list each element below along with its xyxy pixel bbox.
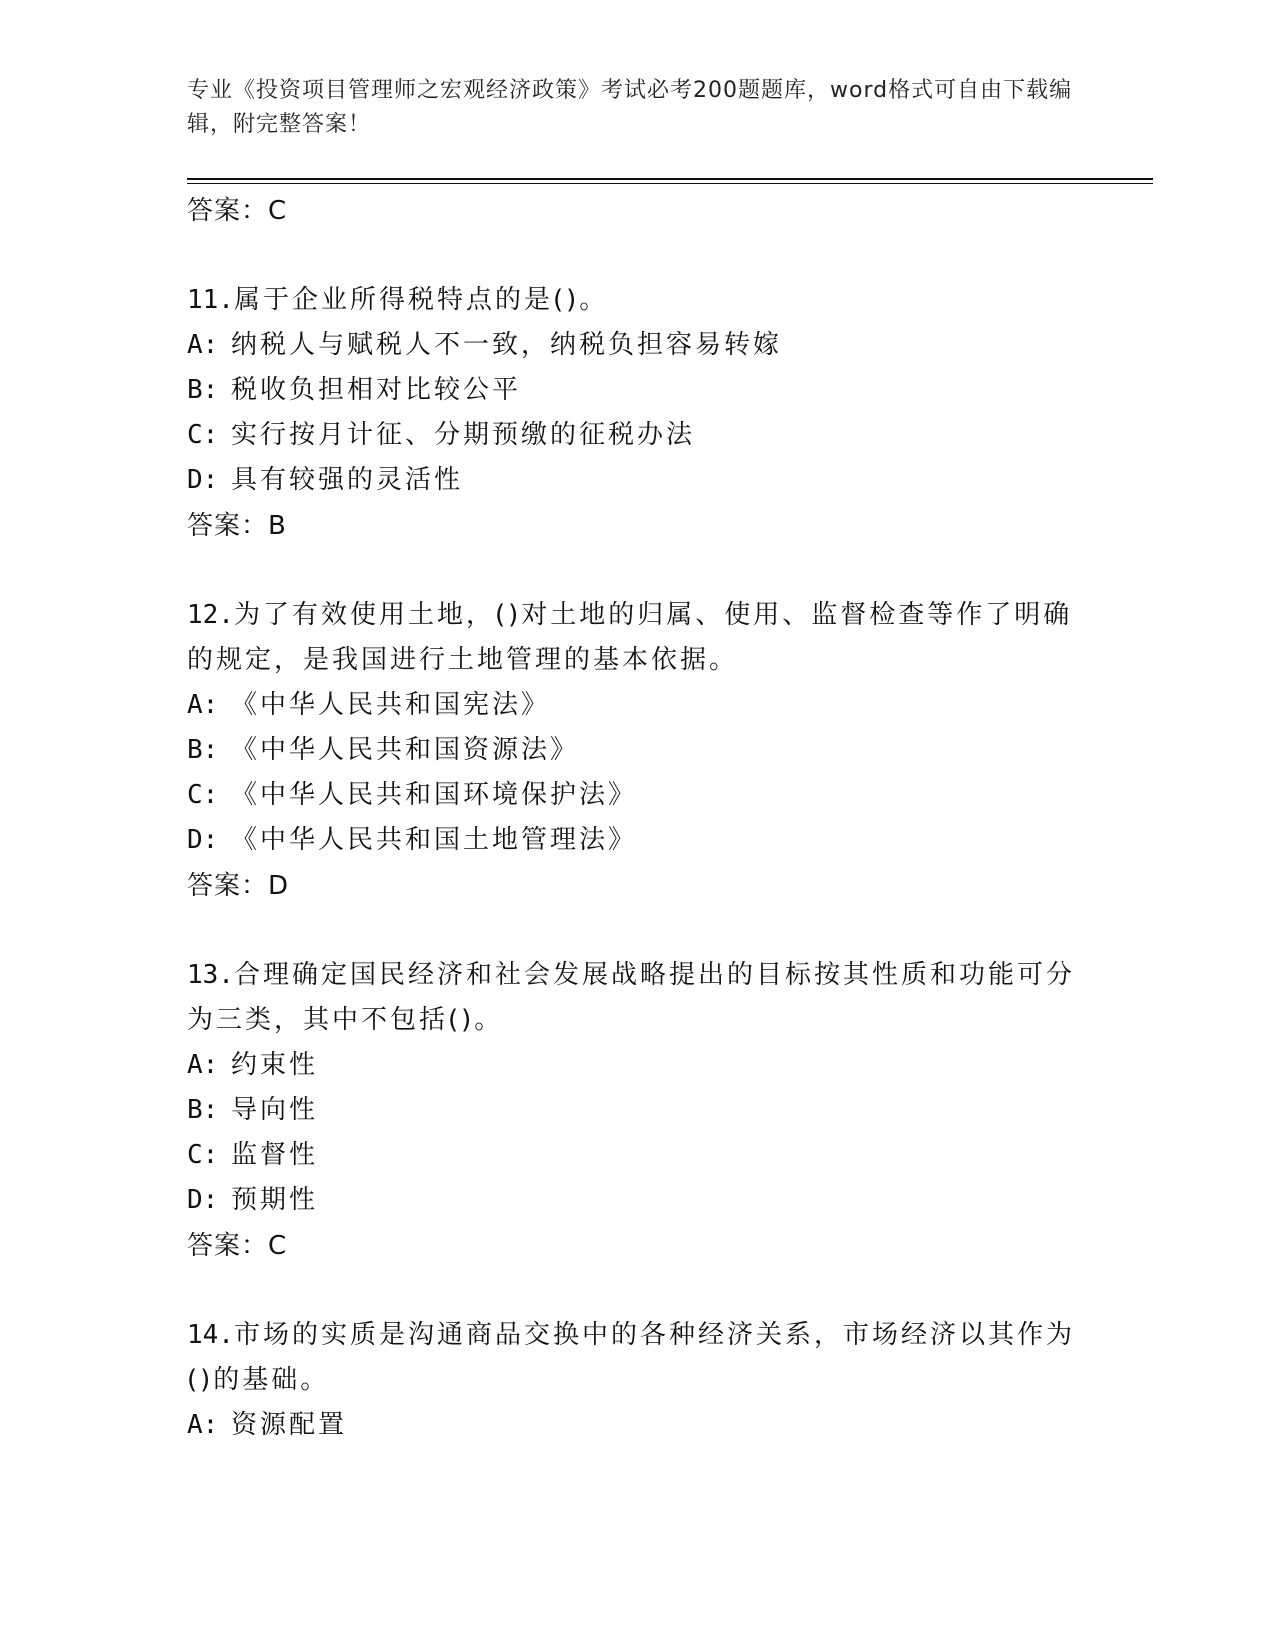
document-header: 专业《投资项目管理师之宏观经济政策》考试必考200题题库，word格式可自由下载编辑，附完整答案！ [187,78,1073,137]
option-text: 《中华人民共和国环境保护法》 [231,780,638,810]
question-stem: 属于企业所得税特点的是()。 [233,285,609,315]
option-text: 纳税人与赋税人不一致，纳税负担容易转嫁 [231,330,783,360]
option-c [187,773,1087,818]
option-b [187,368,1087,413]
option-letter: C: [187,780,219,810]
question-block [187,593,1087,909]
question-stem: 合理确定国民经济和社会发展战略提出的目标按其性质和功能可分为三类，其中不包括()。 [187,960,1075,1035]
option-d [187,458,1087,503]
option-letter: D: [187,465,219,495]
option-letter: A: [187,1050,219,1080]
option-b [187,1088,1087,1133]
question-text [187,593,1087,683]
question-text [187,1313,1087,1403]
question-block [187,1313,1087,1448]
question-number: 12. [187,600,234,630]
option-letter: B: [187,1095,219,1125]
option-letter: C: [187,1140,219,1170]
question-text [187,278,1087,323]
option-text: 资源配置 [231,1410,348,1440]
document-body [187,188,1087,1448]
answer-line: 答案：C [187,196,288,226]
question-stem: 为了有效使用土地，()对土地的归属、使用、监督检查等作了明确的规定，是我国进行土地管理的基本依据。 [187,600,1073,675]
option-a [187,323,1087,368]
option-text: 实行按月计征、分期预缴的征税办法 [231,420,696,450]
option-text: 《中华人民共和国资源法》 [231,735,580,765]
option-text: 预期性 [231,1185,319,1215]
question-stem: 市场的实质是沟通商品交换中的各种经济关系，市场经济以其作为()的基础。 [187,1320,1075,1395]
option-text: 监督性 [231,1140,319,1170]
option-b [187,728,1087,773]
option-letter: D: [187,825,219,855]
option-c [187,413,1087,458]
question-text [187,953,1087,1043]
option-letter: A: [187,690,219,720]
option-letter: B: [187,375,219,405]
option-d [187,818,1087,863]
question-block [187,953,1087,1269]
option-d [187,1178,1087,1223]
option-a [187,1043,1087,1088]
option-letter: D: [187,1185,219,1215]
option-text: 税收负担相对比较公平 [231,375,522,405]
question-block [187,278,1087,549]
option-letter: C: [187,420,219,450]
option-text: 《中华人民共和国土地管理法》 [231,825,638,855]
option-letter: A: [187,330,219,360]
option-text: 《中华人民共和国宪法》 [231,690,551,720]
answer-line: 答案：C [187,1231,288,1261]
header-rule [187,178,1153,180]
option-a [187,683,1087,728]
option-letter: B: [187,735,219,765]
question-number: 11. [187,285,234,315]
option-a [187,1403,1087,1448]
answer-line: 答案：B [187,511,287,541]
option-text: 约束性 [231,1050,319,1080]
option-text: 具有较强的灵活性 [231,465,464,495]
question-number: 13. [187,960,234,990]
option-text: 导向性 [231,1095,319,1125]
header-rule-thin [187,183,1153,184]
option-c [187,1133,1087,1178]
answer-line: 答案：D [187,871,290,901]
question-number: 14. [187,1320,234,1350]
option-letter: A: [187,1410,219,1440]
